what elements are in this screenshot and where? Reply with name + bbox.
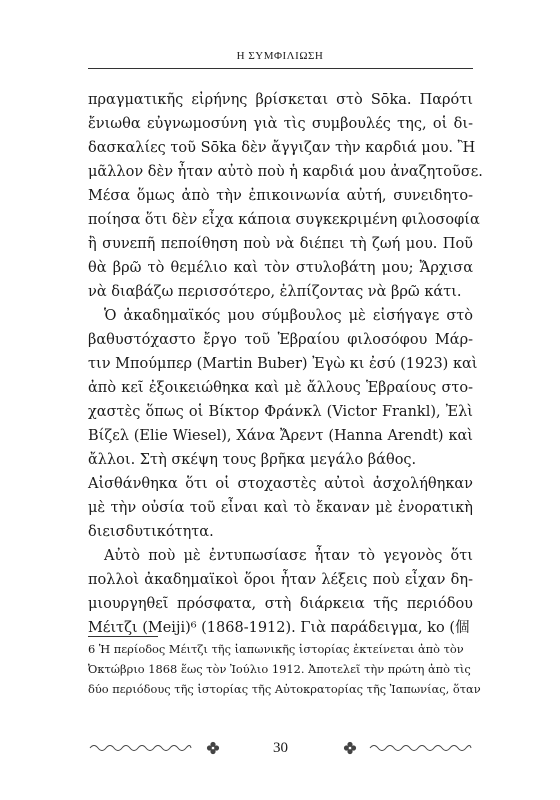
text-line: πραγματικῆς εἰρήνης βρίσκεται στὸ Sōka. Παρότι xyxy=(88,92,473,108)
text-line: ἀπὸ κεῖ ἐξοικειώθηκα καὶ μὲ ἄλλους Ἑβραίους στο- xyxy=(88,380,473,396)
text-line: μᾶλλον δὲν ἦταν αὐτὸ ποὺ ἡ καρδιά μου ἀναζητοῦσε. xyxy=(88,164,483,180)
paragraph-start-line: Ὁ ἀκαδημαϊκός μου σύμβουλος μὲ εἰσήγαγε στὸ xyxy=(104,308,473,324)
flower-ornament-icon xyxy=(343,741,357,755)
footnote-line: 6 Ἡ περίοδος Μέιτζι τῆς ἰαπωνικῆς ἱστορίας ἐκτείνεται ἀπὸ τὸν xyxy=(88,642,464,656)
text-line: ἔνιωθα εὐγνωμοσύνη γιὰ τὶς συμβουλές της, οἱ δι- xyxy=(88,116,473,132)
text-line: ἢ συνεπῆ πεποίθηση ποὺ νὰ διέπει τὴ ζωή μου. Ποῦ xyxy=(88,236,473,252)
wave-ornament-icon xyxy=(368,738,473,758)
page-footer xyxy=(88,738,473,760)
text-line: Μέσα ὅμως ἀπὸ τὴν ἐπικοινωνία αὐτή, συνειδητο- xyxy=(88,188,473,204)
text-line: διεισδυτικότητα. xyxy=(88,524,214,540)
text-line: ἄλλοι. Στὴ σκέψη τους βρῆκα μεγάλο βάθος. xyxy=(88,452,417,468)
text-line: μιουργηθεῖ πρόσφατα, στὴ διάρκεια τῆς περιόδου xyxy=(88,596,473,612)
text-line: βαθυστόχαστο ἔργο τοῦ Ἑβραίου φιλοσόφου Μάρ- xyxy=(88,332,473,348)
text-line: Βίζελ (Elie Wiesel), Χάνα Ἄρεντ (Hanna Arendt) καὶ xyxy=(88,428,473,444)
footnote xyxy=(88,639,481,699)
text-line: νὰ διαβάζω περισσότερο, ἐλπίζοντας νὰ βρῶ κάτι. xyxy=(88,284,462,300)
text-line: χαστὲς ὅπως οἱ Βίκτορ Φράνκλ (Victor Frankl), Ἐλὶ xyxy=(88,404,473,420)
footnote-line: Ὀκτώβριο 1868 ἕως τὸν Ἰούλιο 1912. Ἀποτελεῖ τὴν πρώτη ἀπὸ τὶς xyxy=(88,662,471,676)
footnote-rule xyxy=(88,636,158,637)
text-line: Αἰσθάνθηκα ὅτι οἱ στοχαστὲς αὐτοὶ ἀσχολήθηκαν xyxy=(88,476,473,492)
text-line: πολλοὶ ἀκαδημαϊκοὶ ὅροι ἦταν λέξεις ποὺ εἶχαν δη- xyxy=(88,572,473,588)
text-line: τιν Μπούμπερ (Martin Buber) Ἐγὼ κι ἐσύ (1923) καὶ xyxy=(88,356,478,372)
paragraph-start-line: Αὐτὸ ποὺ μὲ ἐντυπωσίασε ἦταν τὸ γεγονὸς ὅτι xyxy=(104,548,473,564)
text-line: ποίησα ὅτι δὲν εἶχα κάποια συγκεκριμένη φιλοσοφία xyxy=(88,212,480,228)
text-line: Μέιτζι (Meiji)⁶ (1868-1912). Γιὰ παράδειγμα, ko (個 xyxy=(88,620,470,636)
running-title: Η ΣΥΜΦΙΛΙΩΣΗ xyxy=(236,50,324,62)
body-text xyxy=(88,88,483,640)
text-line: μὲ τὴν οὐσία τοῦ εἶναι καὶ τὸ ἔκαναν μὲ ἐνορατικὴ xyxy=(88,500,473,516)
text-line: δασκαλίες τοῦ Sōka δὲν ἄγγιζαν τὴν καρδιά μου. Ἢ xyxy=(88,140,476,156)
text-line: θὰ βρῶ τὸ θεμέλιο καὶ τὸν στυλοβάτη μου; Ἄρχισα xyxy=(88,260,473,276)
page-number: 30 xyxy=(273,740,288,756)
header-rule xyxy=(88,68,473,69)
footnote-line: δύο περιόδους τῆς ἱστορίας τῆς Αὐτοκρατορίας τῆς Ἰαπωνίας, ὅταν xyxy=(88,682,481,696)
